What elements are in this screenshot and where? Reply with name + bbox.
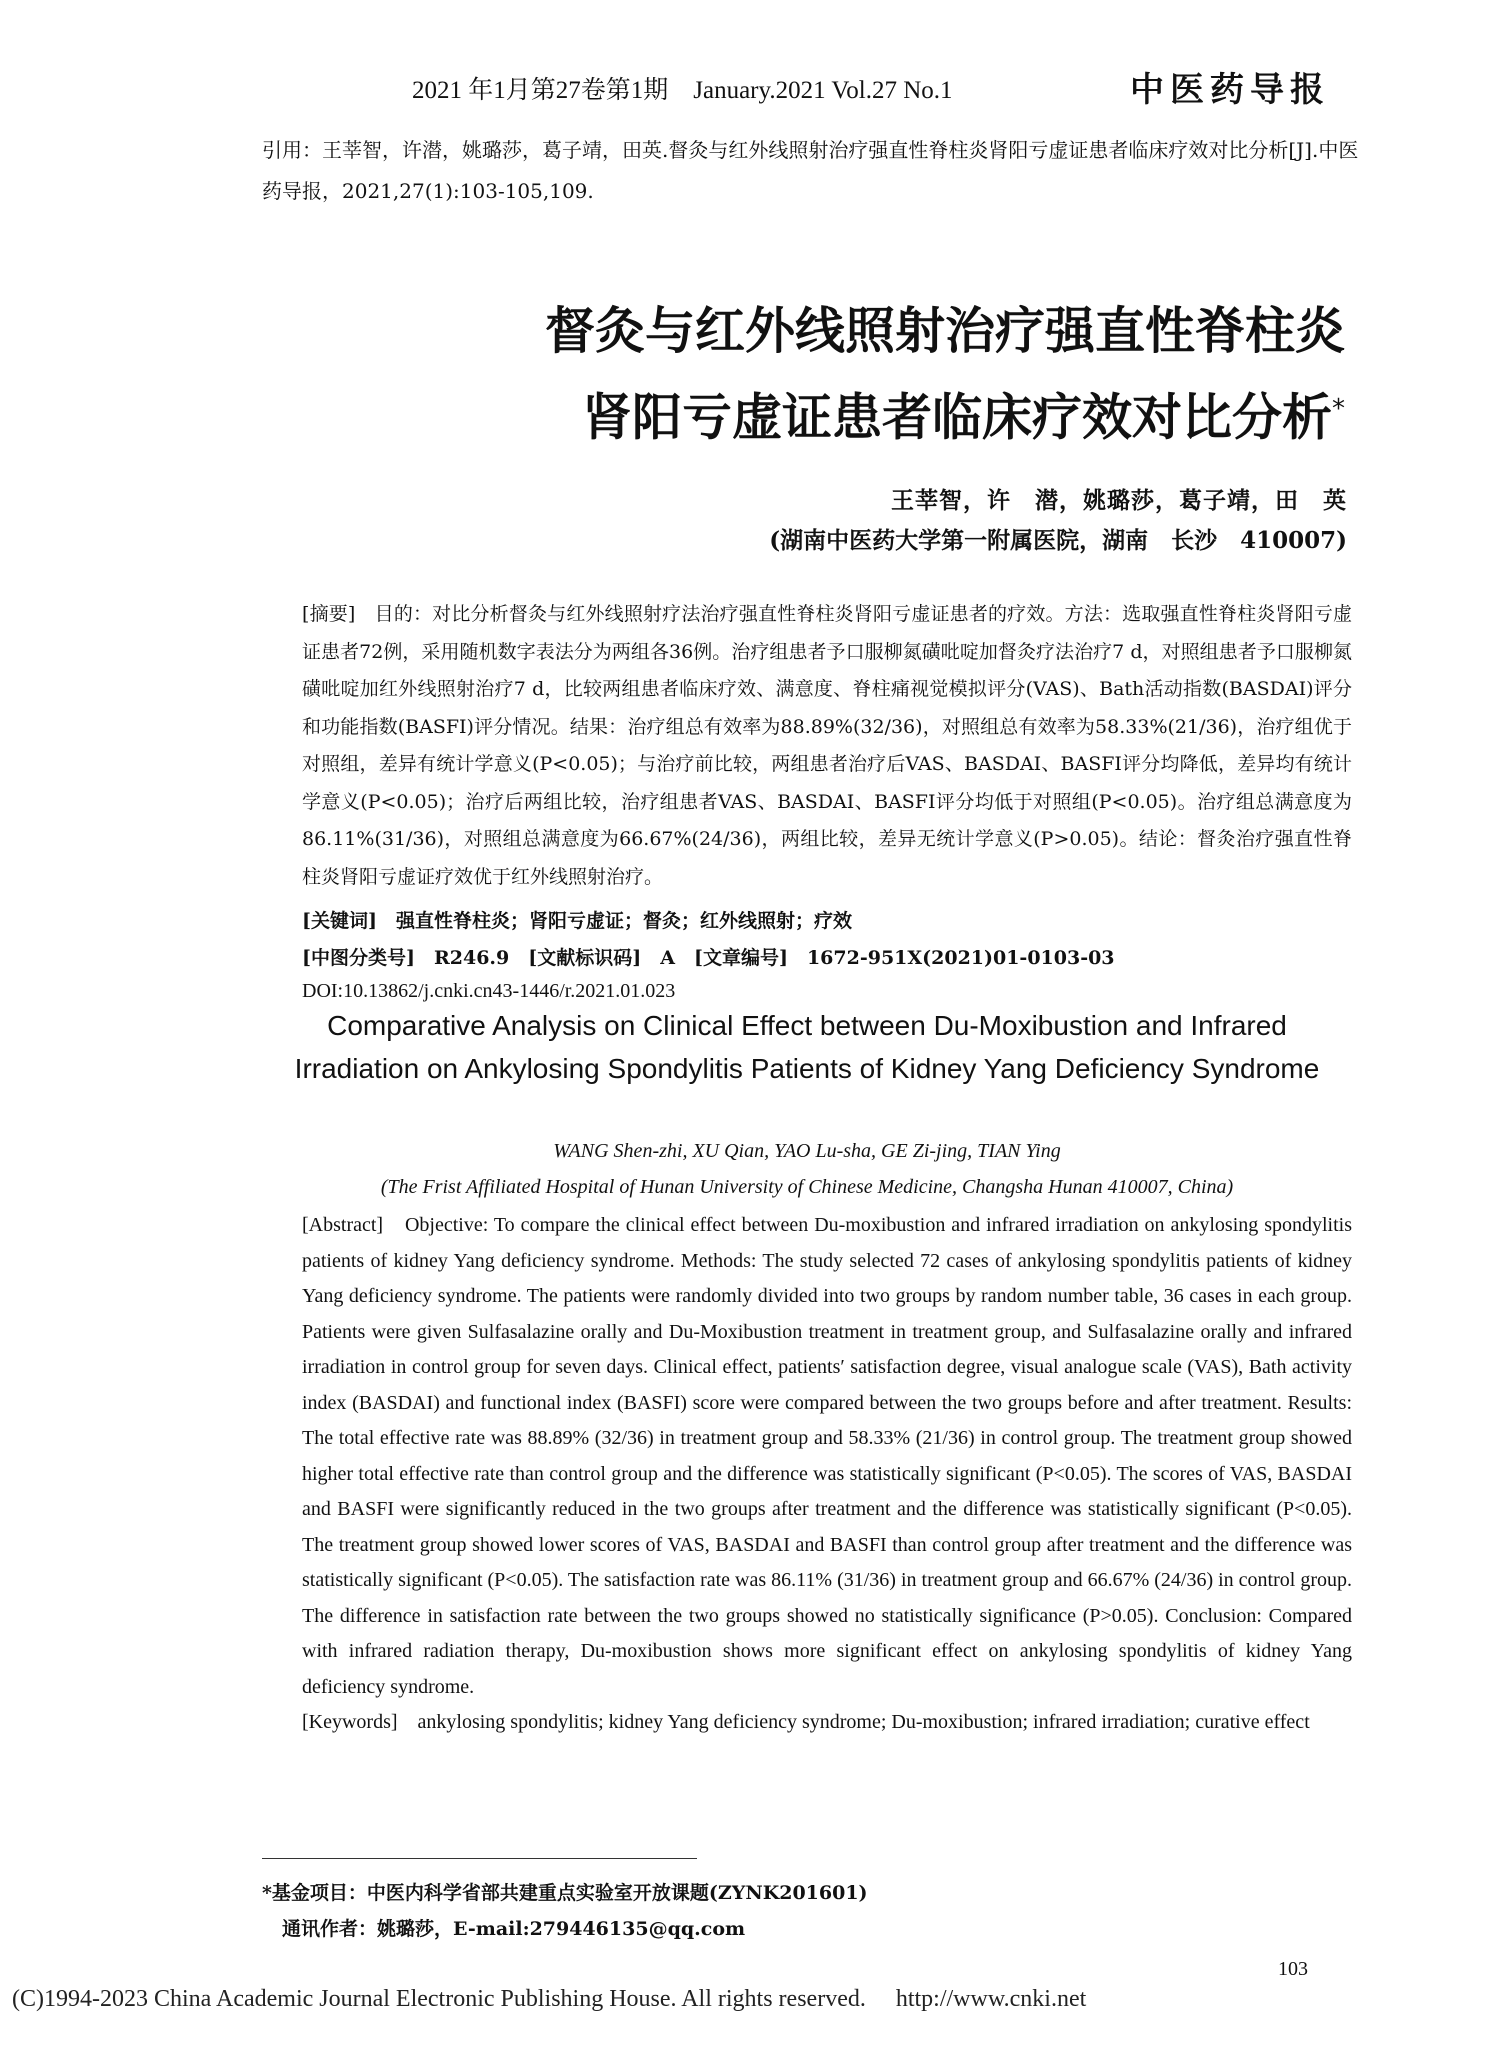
citation: 引用：王莘智，许潜，姚璐莎，葛子靖，田英.督灸与红外线照射治疗强直性脊柱炎肾阳亏虚证患者临床疗效对比分析[J].中医药导报，2021,27(1):103-105,109.: [262, 138, 1359, 203]
contact-footnote: 通讯作者：姚璐莎，E-mail:279446135@qq.com: [282, 1918, 746, 1940]
chinese-abstract: [262, 596, 1352, 896]
issue-info: 2021 年1月第27卷第1期 January.2021 Vol.27 No.1: [412, 77, 953, 104]
classification-line: [中图分类号] R246.9 [文献标识码] A [文章编号] 1672-951X(2021)01-0103-03: [302, 947, 1115, 969]
footnote-mark: *: [1332, 394, 1345, 424]
footnote-divider: [262, 1858, 697, 1859]
fund-footnote: *基金项目：中医内科学省部共建重点实验室开放课题(ZYNK201601): [262, 1882, 868, 1904]
doi: DOI:10.13862/j.cnki.cn43-1446/r.2021.01.023: [302, 980, 676, 1002]
english-title: Comparative Analysis on Clinical Effect between Du-Moxibustion and Infrared Irradiation on Ankylosing Spondylitis Patients of Kidney Yang Deficiency Syndrome: [294, 1010, 1320, 1084]
english-abstract-text: [Abstract] Objective: To compare the clinical effect between Du-moxibustion and infrared irradiation on ankylosing spondylitis patients of kidney Yang deficiency syndrome. Methods: The study selected 72 cases of ankylosing spondylitis patients of kidney Yang deficiency syndrome. The patients were randomly divided into two groups by random number table, 36 cases in each group. Patients were given Sulfasalazine orally and Du-Moxibustion treatment in treatment group, and Sulfasalazine orally and infrared irradiation in control group for seven days. Clinical effect, patients′ satisfaction degree, visual analogue scale (VAS), Bath activity index (BASDAI) and functional index (BASFI) score were compared between the two groups before and after treatment. Results: The total effective rate was 88.89% (32/36) in treatment group and 58.33% (21/36) in control group. The treatment group showed higher total effective rate than control group and the difference was statistically significant (P<0.05). The scores of VAS, BASDAI and BASFI were significantly reduced in the two groups after treatment and the difference was statistically significant (P<0.05). The treatment group showed lower scores of VAS, BASDAI and BASFI than control group after treatment and the difference was statistically significant (P<0.05). The satisfaction rate was 86.11% (31/36) in treatment group and 66.67% (24/36) in control group. The difference in satisfaction rate between the two groups showed no statistically significance (P>0.05). Conclusion: Compared with infrared radiation therapy, Du-moxibustion shows more significant effect on ankylosing spondylitis of kidney Yang deficiency syndrome.: [302, 1214, 1352, 1698]
chinese-keywords: [关键词] 强直性脊柱炎；肾阳亏虚证；督灸；红外线照射；疗效: [302, 910, 852, 932]
english-affiliation: (The Frist Affiliated Hospital of Hunan University of Chinese Medicine, Changsha Hunan 410007, China): [380, 1176, 1234, 1198]
chinese-title: [545, 292, 1345, 457]
copyright-notice: (C)1994-2023 China Academic Journal Electronic Publishing House. All rights reserved. http://www.cnki.net: [12, 1986, 1087, 2012]
chinese-authors: 王莘智，许 潜，姚璐莎，葛子靖，田 英: [891, 487, 1347, 514]
english-abstract: [262, 1208, 1352, 1741]
journal-logo: 中医药导报: [1130, 70, 1330, 110]
english-keywords: [Keywords] ankylosing spondylitis; kidney Yang deficiency syndrome; Du-moxibustion; infrared irradiation; curative effect: [302, 1711, 1310, 1733]
english-authors: WANG Shen-zhi, XU Qian, YAO Lu-sha, GE Zi-jing, TIAN Ying: [553, 1140, 1061, 1162]
page-number: 103: [1278, 1958, 1308, 1980]
chinese-affiliation: (湖南中医药大学第一附属医院，湖南 长沙 410007): [769, 527, 1347, 554]
chinese-abstract-text: [摘要] 目的：对比分析督灸与红外线照射疗法治疗强直性脊柱炎肾阳亏虚证患者的疗效。方法：选取强直性脊柱炎肾阳亏虚证患者72例，采用随机数字表法分为两组各36例。治疗组患者予口服柳氮磺吡啶加督灸疗法治疗7 d，对照组患者予口服柳氮磺吡啶加红外线照射治疗7 d，比较两组患者临床疗效、满意度、脊柱痛视觉模拟评分(VAS)、Bath活动指数(BASDAI)评分和功能指数(BASFI)评分情况。结果：治疗组总有效率为88.89%(32/36)，对照组总有效率为58.33%(21/36)，治疗组优于对照组，差异有统计学意义(P<0.05)；与治疗前比较，两组患者治疗后VAS、BASDAI、BASFI评分均降低，差异均有统计学意义(P<0.05)；治疗后两组比较，治疗组患者VAS、BASDAI、BASFI评分均低于对照组(P<0.05)。治疗组总满意度为86.11%(31/36)，对照组总满意度为66.67%(24/36)，两组比较，差异无统计学意义(P>0.05)。结论：督灸治疗强直性脊柱炎肾阳亏虚证疗效优于红外线照射治疗。: [302, 603, 1352, 888]
chinese-title-line-1: 督灸与红外线照射治疗强直性脊柱炎: [545, 302, 1345, 360]
chinese-title-line-2: 肾阳亏虚证患者临床疗效对比分析: [582, 388, 1332, 447]
